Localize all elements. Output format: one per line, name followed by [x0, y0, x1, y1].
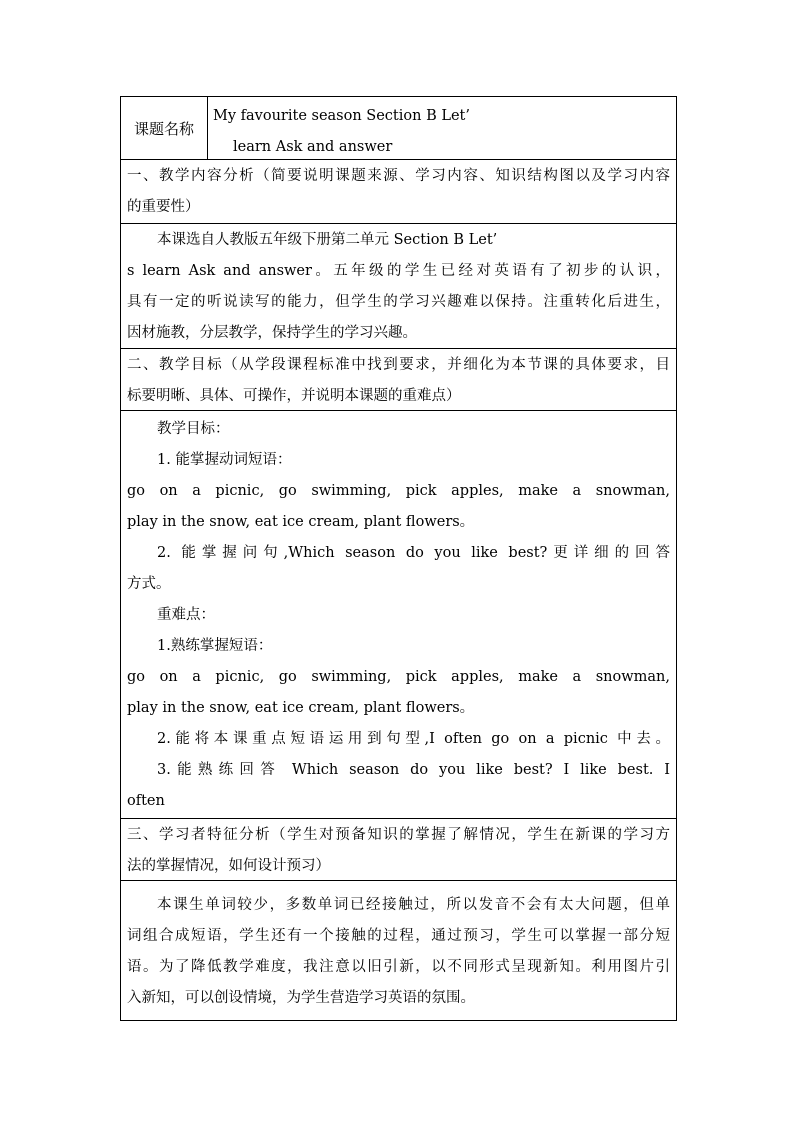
heading-line: 三、学习者特征分析（学生对预备知识的掌握了解情况，学生在新课的学习方 — [127, 827, 670, 843]
heading-line: 一、教学内容分析（简要说明课题来源、学习内容、知识结构图以及学习内容 — [127, 168, 670, 184]
section1-content — [121, 223, 676, 348]
lesson-plan-table — [120, 96, 677, 1021]
title-row — [121, 97, 676, 159]
content-line: 2. 能掌握问句,Which season do you like best?更详细的回答 — [157, 545, 670, 561]
heading-line: 标要明晰、具体、可操作，并说明本课题的重难点） — [127, 388, 461, 404]
content-line: 本课生单词较少，多数单词已经接触过，所以发音不会有太大问题，但单 — [157, 897, 670, 913]
content-line: 因材施教，分层教学，保持学生的学习兴趣。 — [127, 325, 417, 341]
content-line: 入新知，可以创设情境，为学生营造学习英语的氛围。 — [127, 990, 475, 1006]
content-line: play in the snow, eat ice cream, plant flowers。 — [127, 514, 475, 530]
heading-line: 的重要性） — [127, 199, 200, 215]
content-line: 教学目标： — [157, 421, 230, 437]
content-line: go on a picnic, go swimming, pick apples, make a snowman, — [127, 669, 670, 685]
content-line: 重难点： — [157, 607, 215, 623]
content-line: 3.能熟练回答 Which season do you like best? I like best. I — [157, 762, 670, 778]
content-line: 词组合成短语，学生还有一个接触的过程，通过预习，学生可以掌握一部分短 — [127, 928, 670, 944]
content-line: go on a picnic, go swimming, pick apples, make a snowman, — [127, 483, 670, 499]
section3-content — [121, 880, 676, 1020]
content-line: 语。为了降低教学难度，我注意以旧引新，以不同形式呈现新知。利用图片引 — [127, 959, 670, 975]
content-line: 本课选自人教版五年级下册第二单元 Section B Let’ — [157, 232, 498, 248]
content-line: 1.熟练掌握短语： — [157, 638, 273, 654]
section2-heading — [121, 348, 676, 410]
heading-line: 法的掌握情况，如何设计预习） — [127, 858, 330, 874]
section3-heading — [121, 818, 676, 880]
content-line: s learn Ask and answer。五年级的学生已经对英语有了初步的认识， — [127, 263, 670, 279]
title-line: learn Ask and answer — [233, 139, 393, 155]
section1-heading — [121, 159, 676, 223]
content-line: 具有一定的听说读写的能力，但学生的学习兴趣难以保持。注重转化后进生， — [127, 294, 670, 310]
content-line: play in the snow, eat ice cream, plant flowers。 — [127, 700, 475, 716]
title-label: 课题名称 — [121, 97, 208, 159]
title-line: My favourite season Section B Let’ — [213, 108, 470, 124]
title-value — [208, 97, 676, 159]
content-line: often — [127, 793, 165, 809]
content-line: 2.能将本课重点短语运用到句型,I often go on a picnic 中去。 — [157, 731, 670, 747]
section2-content — [121, 410, 676, 818]
heading-line: 二、教学目标（从学段课程标准中找到要求，并细化为本节课的具体要求，目 — [127, 357, 670, 373]
content-line: 1. 能掌握动词短语： — [157, 452, 292, 468]
content-line: 方式。 — [127, 576, 171, 592]
